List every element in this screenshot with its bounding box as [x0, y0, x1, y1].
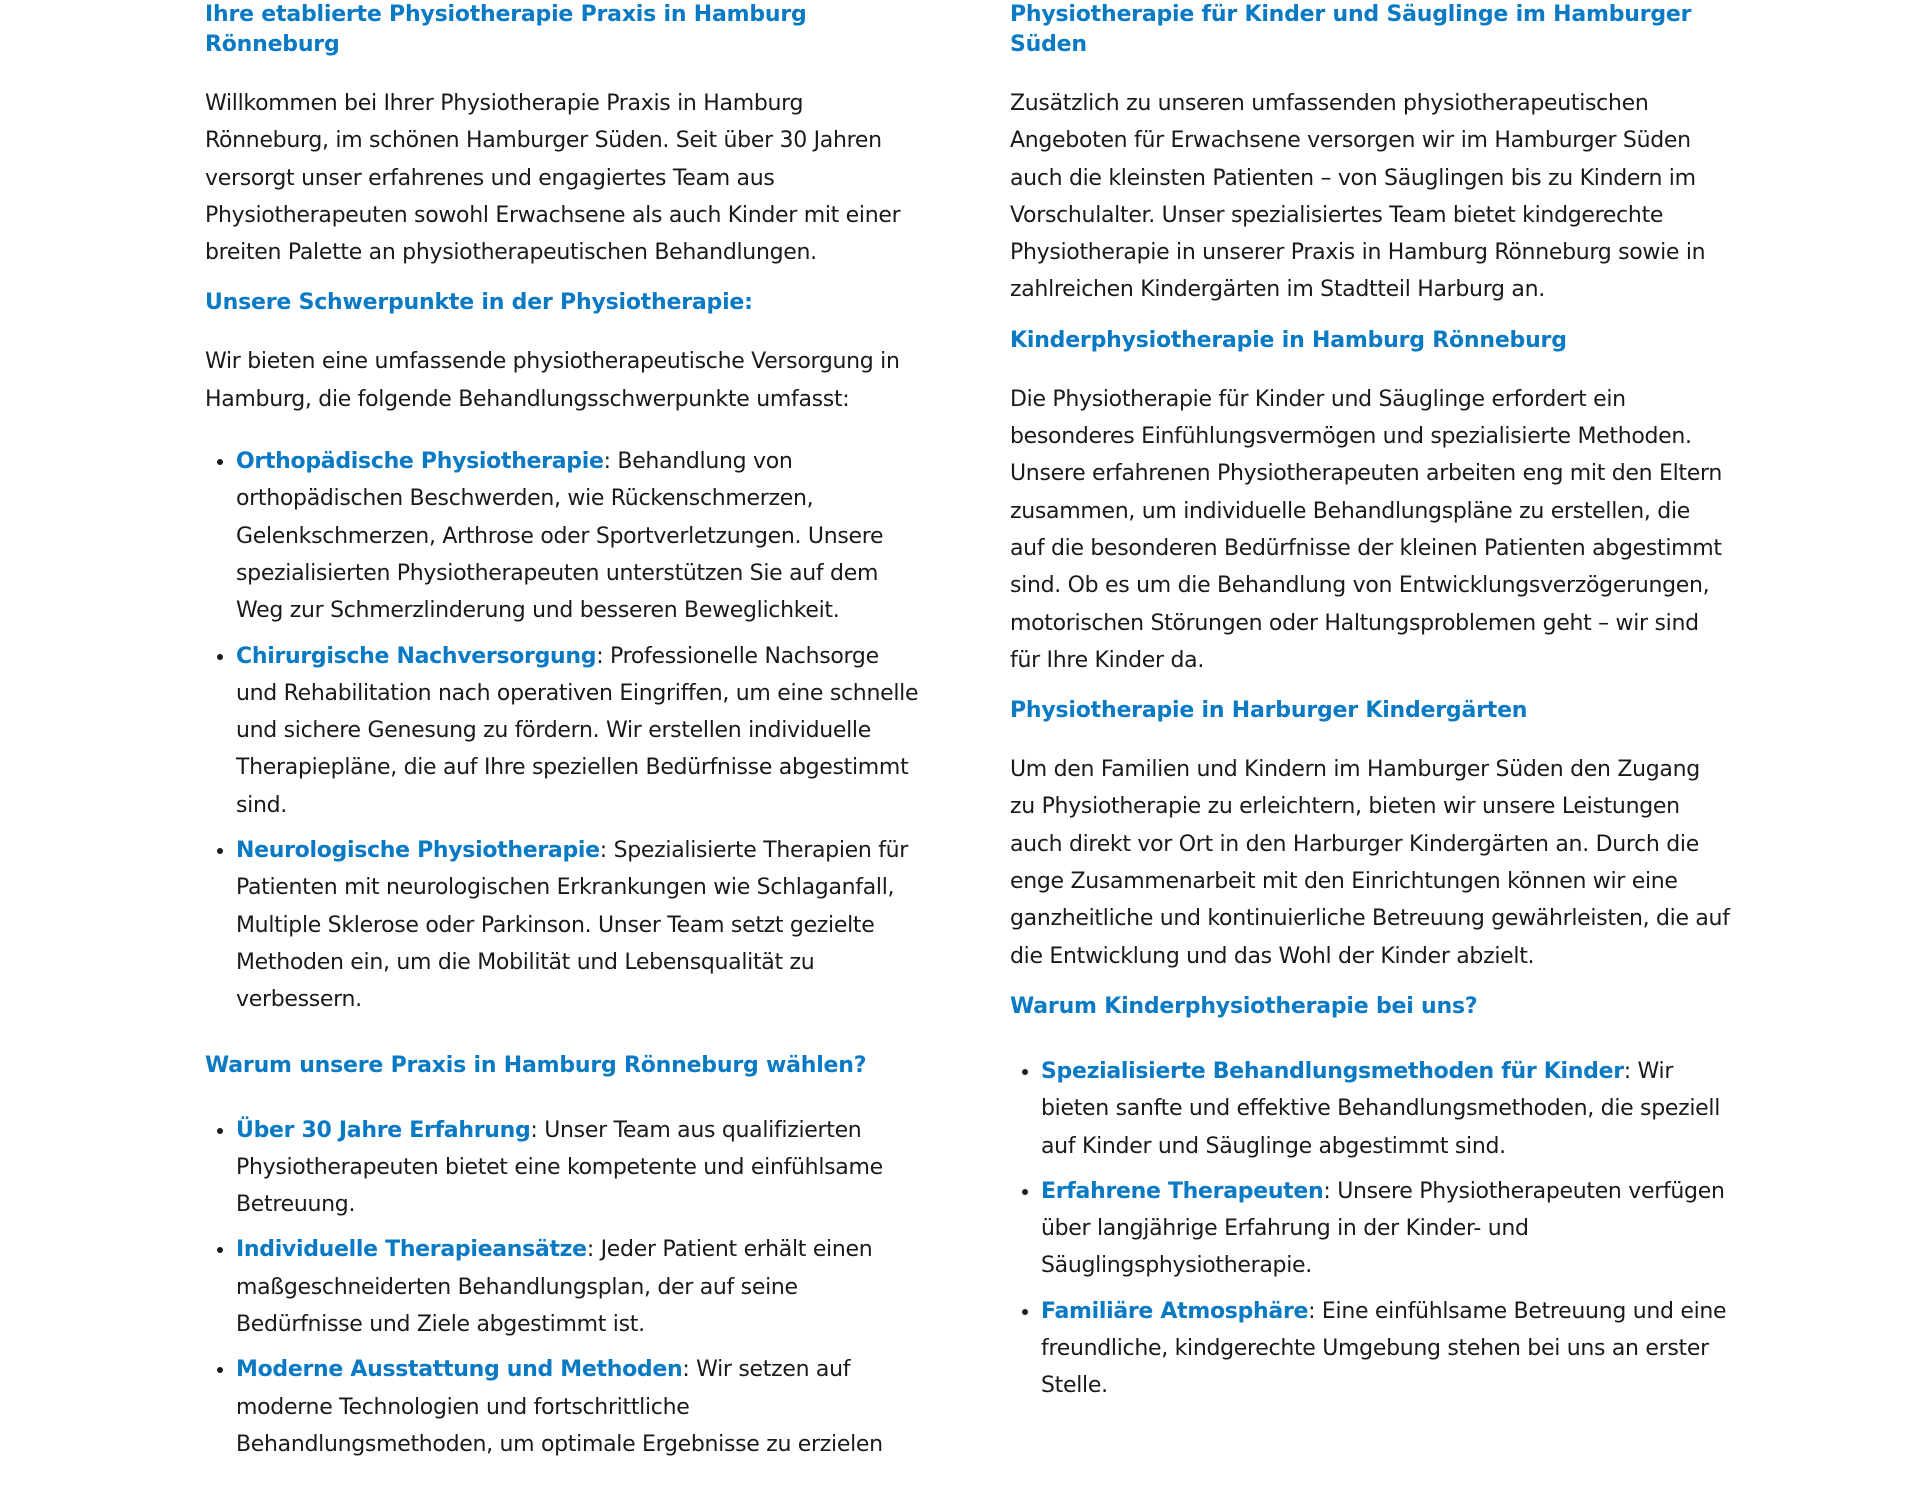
- focus-intro-paragraph: Wir bieten eine umfassende physiotherapeutische Versorgung in Hamburg, die folgende Behandlungsschwerpunkte umfasst:: [205, 349, 900, 412]
- item-text: : Unser Team aus qualifizierten Physiotherapeuten bietet eine kompetente und einfühlsame Betreuung.: [236, 1117, 883, 1218]
- item-text: : Eine einfühlsame Betreuung und eine freundliche, kindgerechte Umgebung stehen bei uns an erster Stelle.: [1041, 1298, 1727, 1399]
- term-link[interactable]: Familiäre Atmosphäre: [1041, 1298, 1309, 1324]
- intro-paragraph: Willkommen bei Ihrer Physiotherapie Praxis in Hamburg Rönneburg, im schönen Hamburger Süden. Seit über 30 Jahren versorgt unser erfahrenes und engagiertes Team aus Physiotherapeuten sowohl Erwachsene als auch Kinder mit einer breiten Palette an physiotherapeutischen Behandlungen.: [205, 91, 901, 266]
- item-text: : Behandlung von orthopädischen Beschwerden, wie Rückenschmerzen, Gelenkschmerzen, Arthrose oder Sportverletzungen. Unsere spezialisierten Physiotherapeuten unterstützen Sie auf dem Weg zur Schmerzlinderung und besseren Beweglichkeit.: [236, 449, 884, 624]
- why-list: [205, 1112, 925, 1464]
- heading-kids-physio: Kinderphysiotherapie in Hamburg Rönneburg: [1010, 327, 1567, 353]
- term-link[interactable]: Erfahrene Therapeuten: [1041, 1178, 1324, 1204]
- item-text: : Wir setzen auf moderne Technologien und fortschrittliche Behandlungsmethoden, um optimale Ergebnisse zu erzielen: [236, 1357, 883, 1457]
- item-text: : Professionelle Nachsorge und Rehabilitation nach operativen Eingriffen, um eine schnelle und sichere Genesung zu fördern. Wir erstellen individuelle Therapiepläne, die auf Ihre speziellen Bedürfnisse abgestimmt sind.: [236, 643, 919, 818]
- list-item: [236, 1231, 925, 1343]
- kids-why-list: [1010, 1053, 1730, 1405]
- kindergarten-paragraph: Um den Familien und Kindern im Hamburger Süden den Zugang zu Physiotherapie zu erleichtern, bieten wir unsere Leistungen auch direkt vor Ort in den Harburger Kindergärten an. Durch die enge Zusammenarbeit mit den Einrichtungen können wir eine ganzheitliche und kontinuierliche Betreuung gewährleisten, die auf die Entwicklung und das Wohl der Kinder abzielt.: [1010, 757, 1730, 969]
- left-column: [205, 0, 925, 1463]
- heading-children-infants: Physiotherapie für Kinder und Säuglinge im Hamburger Süden: [1010, 2, 1692, 57]
- right-column: [1010, 0, 1730, 1405]
- heading-why-our-practice: Warum unsere Praxis in Hamburg Rönneburg wählen?: [205, 1052, 867, 1078]
- list-item: [236, 638, 925, 824]
- item-text: : Unsere Physiotherapeuten verfügen über langjährige Erfahrung in der Kinder- und Säuglingsphysiotherapie.: [1041, 1178, 1725, 1279]
- children-intro-paragraph: Zusätzlich zu unseren umfassenden physiotherapeutischen Angeboten für Erwachsene versorgen wir im Hamburger Süden auch die kleinsten Patienten – von Säuglingen bis zu Kindern im Vorschulalter. Unser spezialisiertes Team bietet kindgerechte Physiotherapie in unserer Praxis in Hamburg Rönneburg sowie in zahlreichen Kindergärten im Stadtteil Harburg an.: [1010, 91, 1706, 303]
- list-item: [1041, 1293, 1730, 1405]
- term-link[interactable]: Spezialisierte Behandlungsmethoden für Kinder: [1041, 1058, 1624, 1084]
- list-item: [1041, 1053, 1730, 1165]
- term-link[interactable]: Chirurgische Nachversorgung: [236, 643, 597, 669]
- heading-focus-areas: Unsere Schwerpunkte in der Physiotherapie:: [205, 290, 753, 316]
- item-text: : Jeder Patient erhält einen maßgeschneiderten Behandlungsplan, der auf seine Bedürfnisse und Ziele abgestimmt ist.: [236, 1237, 873, 1338]
- focus-list: [205, 443, 925, 1018]
- term-link[interactable]: Neurologische Physiotherapie: [236, 838, 600, 864]
- item-text: : Wir bieten sanfte und effektive Behandlungsmethoden, die speziell auf Kinder und Säuglinge abgestimmt sind.: [1041, 1058, 1721, 1159]
- list-item: [1041, 1173, 1730, 1285]
- term-link[interactable]: Orthopädische Physiotherapie: [236, 449, 604, 475]
- kids-physio-paragraph: Die Physiotherapie für Kinder und Säuglinge erfordert ein besonderes Einfühlungsvermögen und spezialisierte Methoden. Unsere erfahrenen Physiotherapeuten arbeiten eng mit den Eltern zusammen, um individuelle Behandlungspläne zu erstellen, die auf die besonderen Bedürfnisse der kleinen Patienten abgestimmt sind. Ob es um die Behandlung von Entwicklungsverzögerungen, motorischen Störungen oder Haltungsproblemen geht – wir sind für Ihre Kinder da.: [1010, 386, 1722, 673]
- heading-why-kids-physio: Warum Kinderphysiotherapie bei uns?: [1010, 993, 1478, 1019]
- list-item: [236, 1351, 925, 1463]
- list-item: [236, 443, 925, 629]
- term-link[interactable]: Moderne Ausstattung und Methoden: [236, 1357, 683, 1383]
- term-link[interactable]: Über 30 Jahre Erfahrung: [236, 1117, 531, 1143]
- term-link[interactable]: Individuelle Therapieansätze: [236, 1237, 587, 1263]
- item-text: : Spezialisierte Therapien für Patienten mit neurologischen Erkrankungen wie Schlaganfall, Multiple Sklerose oder Parkinson. Unser Team setzt gezielte Methoden ein, um die Mobilität und Lebensqualität zu verbessern.: [236, 838, 909, 1013]
- heading-kindergartens: Physiotherapie in Harburger Kindergärten: [1010, 698, 1528, 724]
- heading-established-practice: Ihre etablierte Physiotherapie Praxis in Hamburg Rönneburg: [205, 2, 807, 57]
- list-item: [236, 1112, 925, 1224]
- list-item: [236, 832, 925, 1018]
